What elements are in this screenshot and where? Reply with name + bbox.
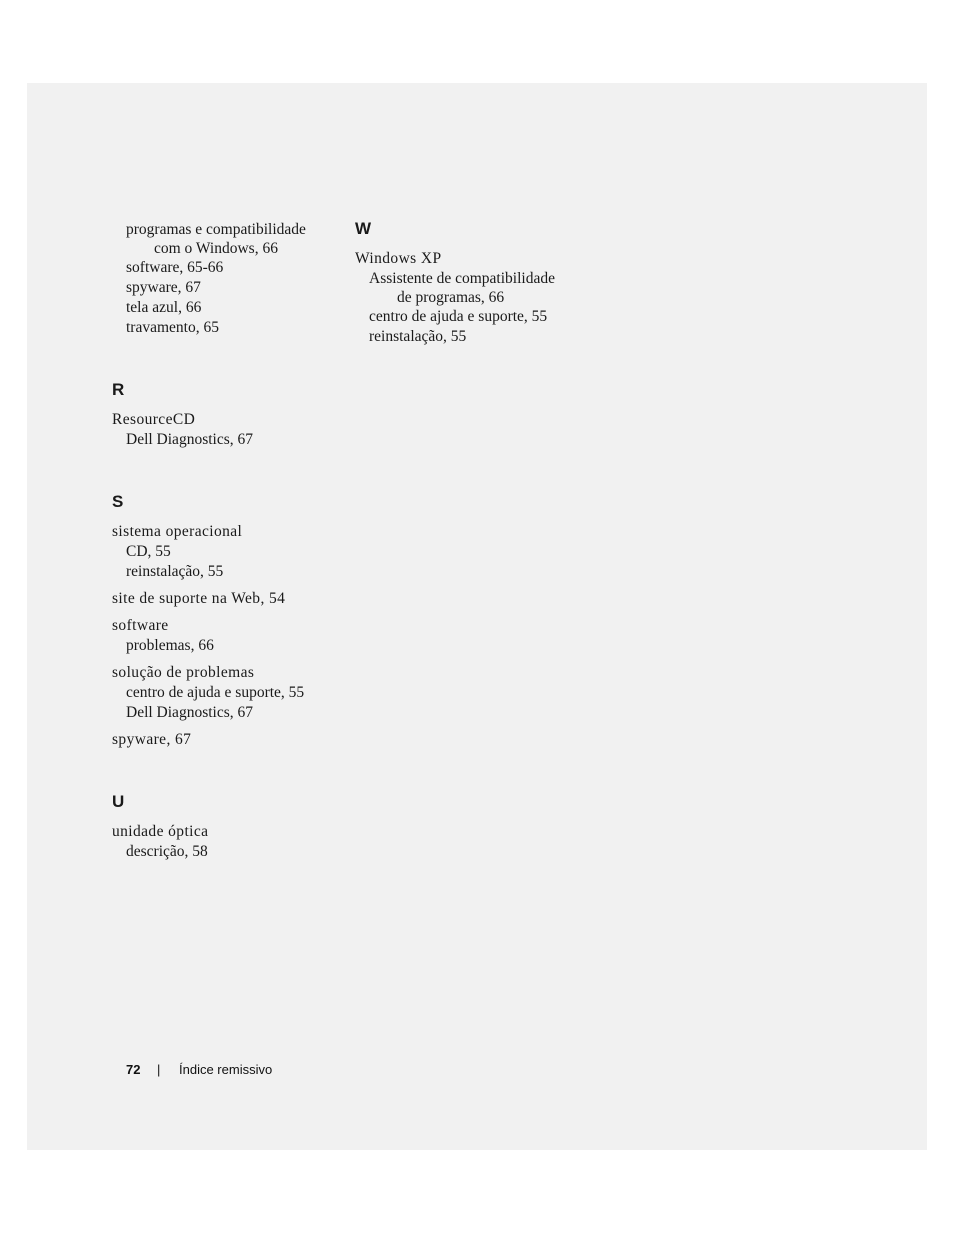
index-entry: unidade óptica <box>112 823 209 840</box>
index-subentry: reinstalação, 55 <box>369 328 467 345</box>
index-section-w <box>355 220 585 347</box>
index-subentry: centro de ajuda e suporte, 55 <box>369 308 548 325</box>
index-subentry-continuation: de programas, 66 <box>397 289 505 306</box>
index-subentry: tela azul, 66 <box>126 299 202 316</box>
index-column-right <box>355 220 585 347</box>
index-subentry: travamento, 65 <box>126 319 219 336</box>
footer-separator: | <box>157 1062 161 1077</box>
index-entry: ResourceCD <box>112 411 196 428</box>
index-entry: spyware, 67 <box>112 731 192 748</box>
index-subentry: problemas, 66 <box>126 637 214 654</box>
index-subentry: software, 65-66 <box>126 259 224 276</box>
index-subentry: Dell Diagnostics, 67 <box>126 704 253 721</box>
index-subentry: Dell Diagnostics, 67 <box>126 431 253 448</box>
index-subentry: descrição, 58 <box>126 843 208 860</box>
index-subentry: programas e compatibilidade <box>126 221 306 238</box>
index-subentry: spyware, 67 <box>126 279 201 296</box>
index-section-r <box>112 381 342 450</box>
index-letter-heading: S <box>112 492 124 511</box>
index-column-left <box>112 220 342 862</box>
footer-section-title: Índice remissivo <box>179 1062 273 1077</box>
page-number: 72 <box>126 1062 141 1077</box>
index-entry: Windows XP <box>355 250 442 267</box>
index-entry: site de suporte na Web, 54 <box>112 590 286 607</box>
index-entry: software <box>112 617 169 634</box>
carry-over-entries <box>112 220 342 338</box>
index-letter-heading: W <box>355 219 372 238</box>
index-letter-heading: R <box>112 380 125 399</box>
index-entry: solução de problemas <box>112 664 255 681</box>
index-subentry-continuation: com o Windows, 66 <box>154 240 278 257</box>
index-section-u <box>112 793 342 862</box>
index-subentry: centro de ajuda e suporte, 55 <box>126 684 305 701</box>
index-subentry: Assistente de compatibilidade <box>369 270 555 287</box>
index-subentry: CD, 55 <box>126 543 171 560</box>
index-entry: sistema operacional <box>112 523 243 540</box>
index-section-s <box>112 493 342 750</box>
index-subentry: reinstalação, 55 <box>126 563 224 580</box>
index-letter-heading: U <box>112 792 125 811</box>
